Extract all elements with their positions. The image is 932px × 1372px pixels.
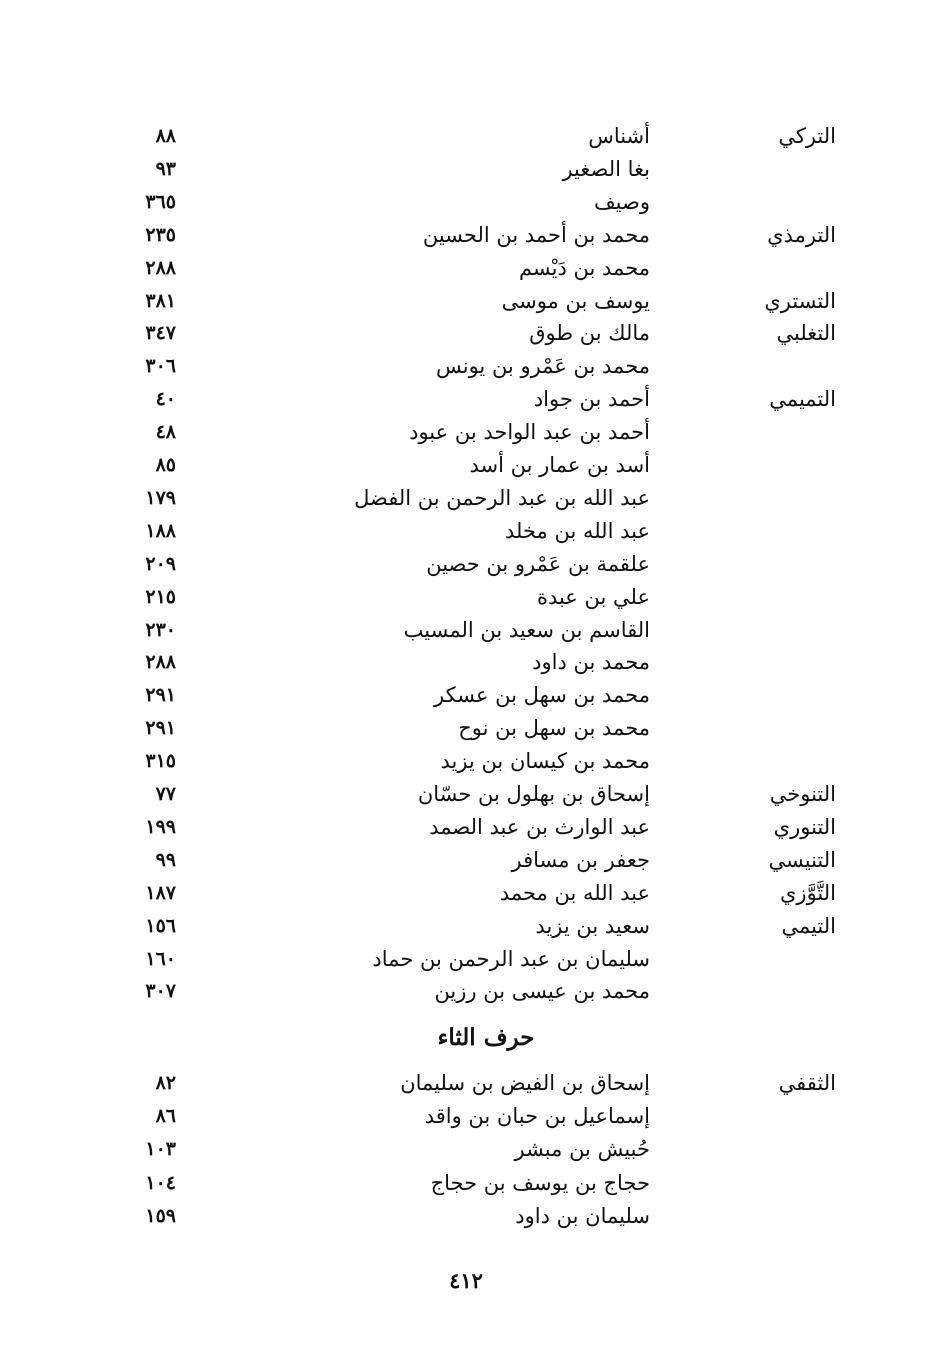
entry-name: إسحاق بن الفيض بن سليمان	[400, 1071, 650, 1095]
entry-page-number: ٩٩	[155, 848, 176, 871]
entry-page-number: ١٥٩	[145, 1204, 176, 1227]
index-entry	[0, 154, 932, 187]
entry-page-number: ٢٩١	[145, 717, 176, 740]
entry-page-number: ٣٠٦	[145, 355, 176, 378]
entry-page-number: ٣٨١	[145, 289, 176, 312]
index-entry	[0, 680, 932, 713]
page-number: ٤١٢	[449, 1268, 483, 1293]
index-entry	[0, 1168, 932, 1201]
index-entry	[0, 845, 932, 878]
entry-page-number: ١٠٣	[145, 1138, 176, 1161]
index-entry	[0, 976, 932, 1009]
entry-nisba: التيمي	[781, 913, 836, 938]
entry-name: أحمد بن جواد	[533, 387, 650, 412]
entry-page-number: ١٨٨	[145, 519, 176, 542]
entry-name: إسحاق بن بهلول بن حسّان	[417, 782, 650, 806]
entry-name: محمد بن كيسان بن يزيد	[440, 749, 650, 774]
section-heading-text: حرف الثاء	[437, 1024, 535, 1051]
entry-name: علقمة بن عَمْرو بن حصين	[426, 551, 650, 576]
entry-page-number: ٨٢	[155, 1072, 176, 1094]
entry-page-number: ٨٥	[155, 454, 176, 476]
index-entry	[0, 746, 932, 779]
entry-nisba: التميمي	[769, 387, 836, 412]
entry-name: وصيف	[593, 189, 650, 214]
entry-nisba: التَّوَّزي	[780, 880, 836, 905]
entry-name: محمد بن عَمْرو بن يونس	[435, 354, 650, 379]
index-entry	[0, 647, 932, 680]
entry-page-number: ١٨٧	[145, 881, 176, 904]
entry-nisba: الترمذي	[767, 222, 836, 247]
entry-page-number: ١٠٤	[145, 1171, 176, 1194]
entry-nisba: التنيسي	[768, 847, 836, 872]
entry-name: سليمان بن عبد الرحمن بن حماد	[372, 946, 650, 971]
entry-nisba: التستري	[764, 288, 836, 313]
entry-page-number: ٢٠٩	[145, 552, 176, 575]
entry-page-number: ٢١٥	[145, 585, 176, 608]
entry-name: بغا الصغير	[562, 156, 650, 181]
index-entry	[0, 1134, 932, 1167]
entry-name: علي بن عبدة	[536, 584, 650, 609]
entry-name: محمد بن سهل بن نوح	[458, 716, 650, 741]
entry-page-number: ٢٣٥	[145, 223, 176, 246]
index-entry	[0, 615, 932, 648]
index-entry	[0, 1101, 932, 1134]
entry-page-number: ٣٠٧	[145, 980, 176, 1003]
entry-page-number: ٣١٥	[145, 750, 176, 773]
entry-nisba: التغلبي	[776, 321, 836, 346]
index-entry	[0, 483, 932, 516]
entry-name: أشناس	[588, 124, 650, 148]
section-heading	[0, 1022, 932, 1054]
entry-page-number: ٣٤٧	[145, 322, 176, 345]
entry-page-number: ٧٧	[155, 783, 176, 805]
entry-name: يوسف بن موسى	[501, 288, 650, 313]
entry-name: أسد بن عمار بن أسد	[469, 453, 650, 477]
entry-name: عبد الله بن محمد	[499, 880, 650, 905]
entry-name: حجاج بن يوسف بن حجاج	[430, 1170, 650, 1195]
index-entry	[0, 911, 932, 944]
entry-name: محمد بن داود	[532, 650, 650, 675]
entry-name: أحمد بن عبد الواحد بن عبود	[409, 420, 650, 445]
entry-page-number: ٤٨	[155, 421, 176, 444]
index-entry	[0, 1068, 932, 1101]
entry-name: عبد الله بن مخلد	[505, 518, 650, 543]
index-entry	[0, 549, 932, 582]
index-entry	[0, 286, 932, 319]
index-entry	[0, 878, 932, 911]
index-entry	[0, 187, 932, 220]
entry-name: محمد بن عيسى بن رزين	[434, 979, 650, 1004]
index-entry	[0, 417, 932, 450]
entry-name: محمد بن دَيْسم	[518, 255, 650, 280]
entry-page-number: ١٧٩	[145, 486, 176, 509]
index-entry	[0, 318, 932, 351]
index-entry	[0, 253, 932, 286]
index-entry	[0, 450, 932, 483]
entry-nisba: الثقفي	[778, 1071, 836, 1095]
entry-page-number: ٤٠	[155, 388, 176, 411]
index-entry	[0, 713, 932, 746]
entry-page-number: ١٩٩	[145, 815, 176, 838]
entry-page-number: ٢٨٨	[145, 651, 176, 674]
entry-name: سليمان بن داود	[515, 1203, 650, 1228]
entry-name: سعيد بن يزيد	[535, 913, 650, 938]
entry-name: عبد الله بن عبد الرحمن بن الفضل	[354, 485, 650, 510]
entry-page-number: ٨٨	[155, 125, 176, 147]
entry-page-number: ٢٨٨	[145, 256, 176, 279]
index-entry	[0, 516, 932, 549]
index-entry	[0, 779, 932, 812]
entry-name: إسماعيل بن حبان بن واقد	[424, 1104, 650, 1129]
entry-name: حُبيش بن مبشر	[514, 1137, 650, 1162]
entry-page-number: ٢٣٠	[145, 618, 176, 641]
entry-page-number: ٢٩١	[145, 684, 176, 707]
entry-name: مالك بن طوق	[529, 321, 650, 346]
index-entry	[0, 121, 932, 154]
entry-name: جعفر بن مسافر	[511, 847, 650, 872]
entry-page-number: ٩٣	[155, 157, 176, 180]
entry-page-number: ١٥٦	[145, 914, 176, 937]
entry-page-number: ٨٦	[155, 1105, 176, 1128]
index-entry	[0, 582, 932, 615]
index-entry	[0, 944, 932, 977]
index-entry	[0, 1201, 932, 1234]
entry-page-number: ٣٦٥	[145, 190, 176, 213]
entry-nisba: التنوخي	[769, 782, 836, 806]
index-entry	[0, 351, 932, 384]
index-entry	[0, 220, 932, 253]
entry-nisba: التركي	[778, 124, 836, 148]
entry-name: عبد الوارث بن عبد الصمد	[429, 814, 650, 839]
entry-nisba: التنوري	[773, 814, 836, 839]
entry-name: القاسم بن سعيد بن المسيب	[403, 617, 650, 642]
index-entry	[0, 812, 932, 845]
index-entry	[0, 384, 932, 417]
entry-name: محمد بن سهل بن عسكر	[434, 683, 650, 708]
entry-name: محمد بن أحمد بن الحسين	[422, 222, 650, 247]
entry-page-number: ١٦٠	[145, 947, 176, 970]
